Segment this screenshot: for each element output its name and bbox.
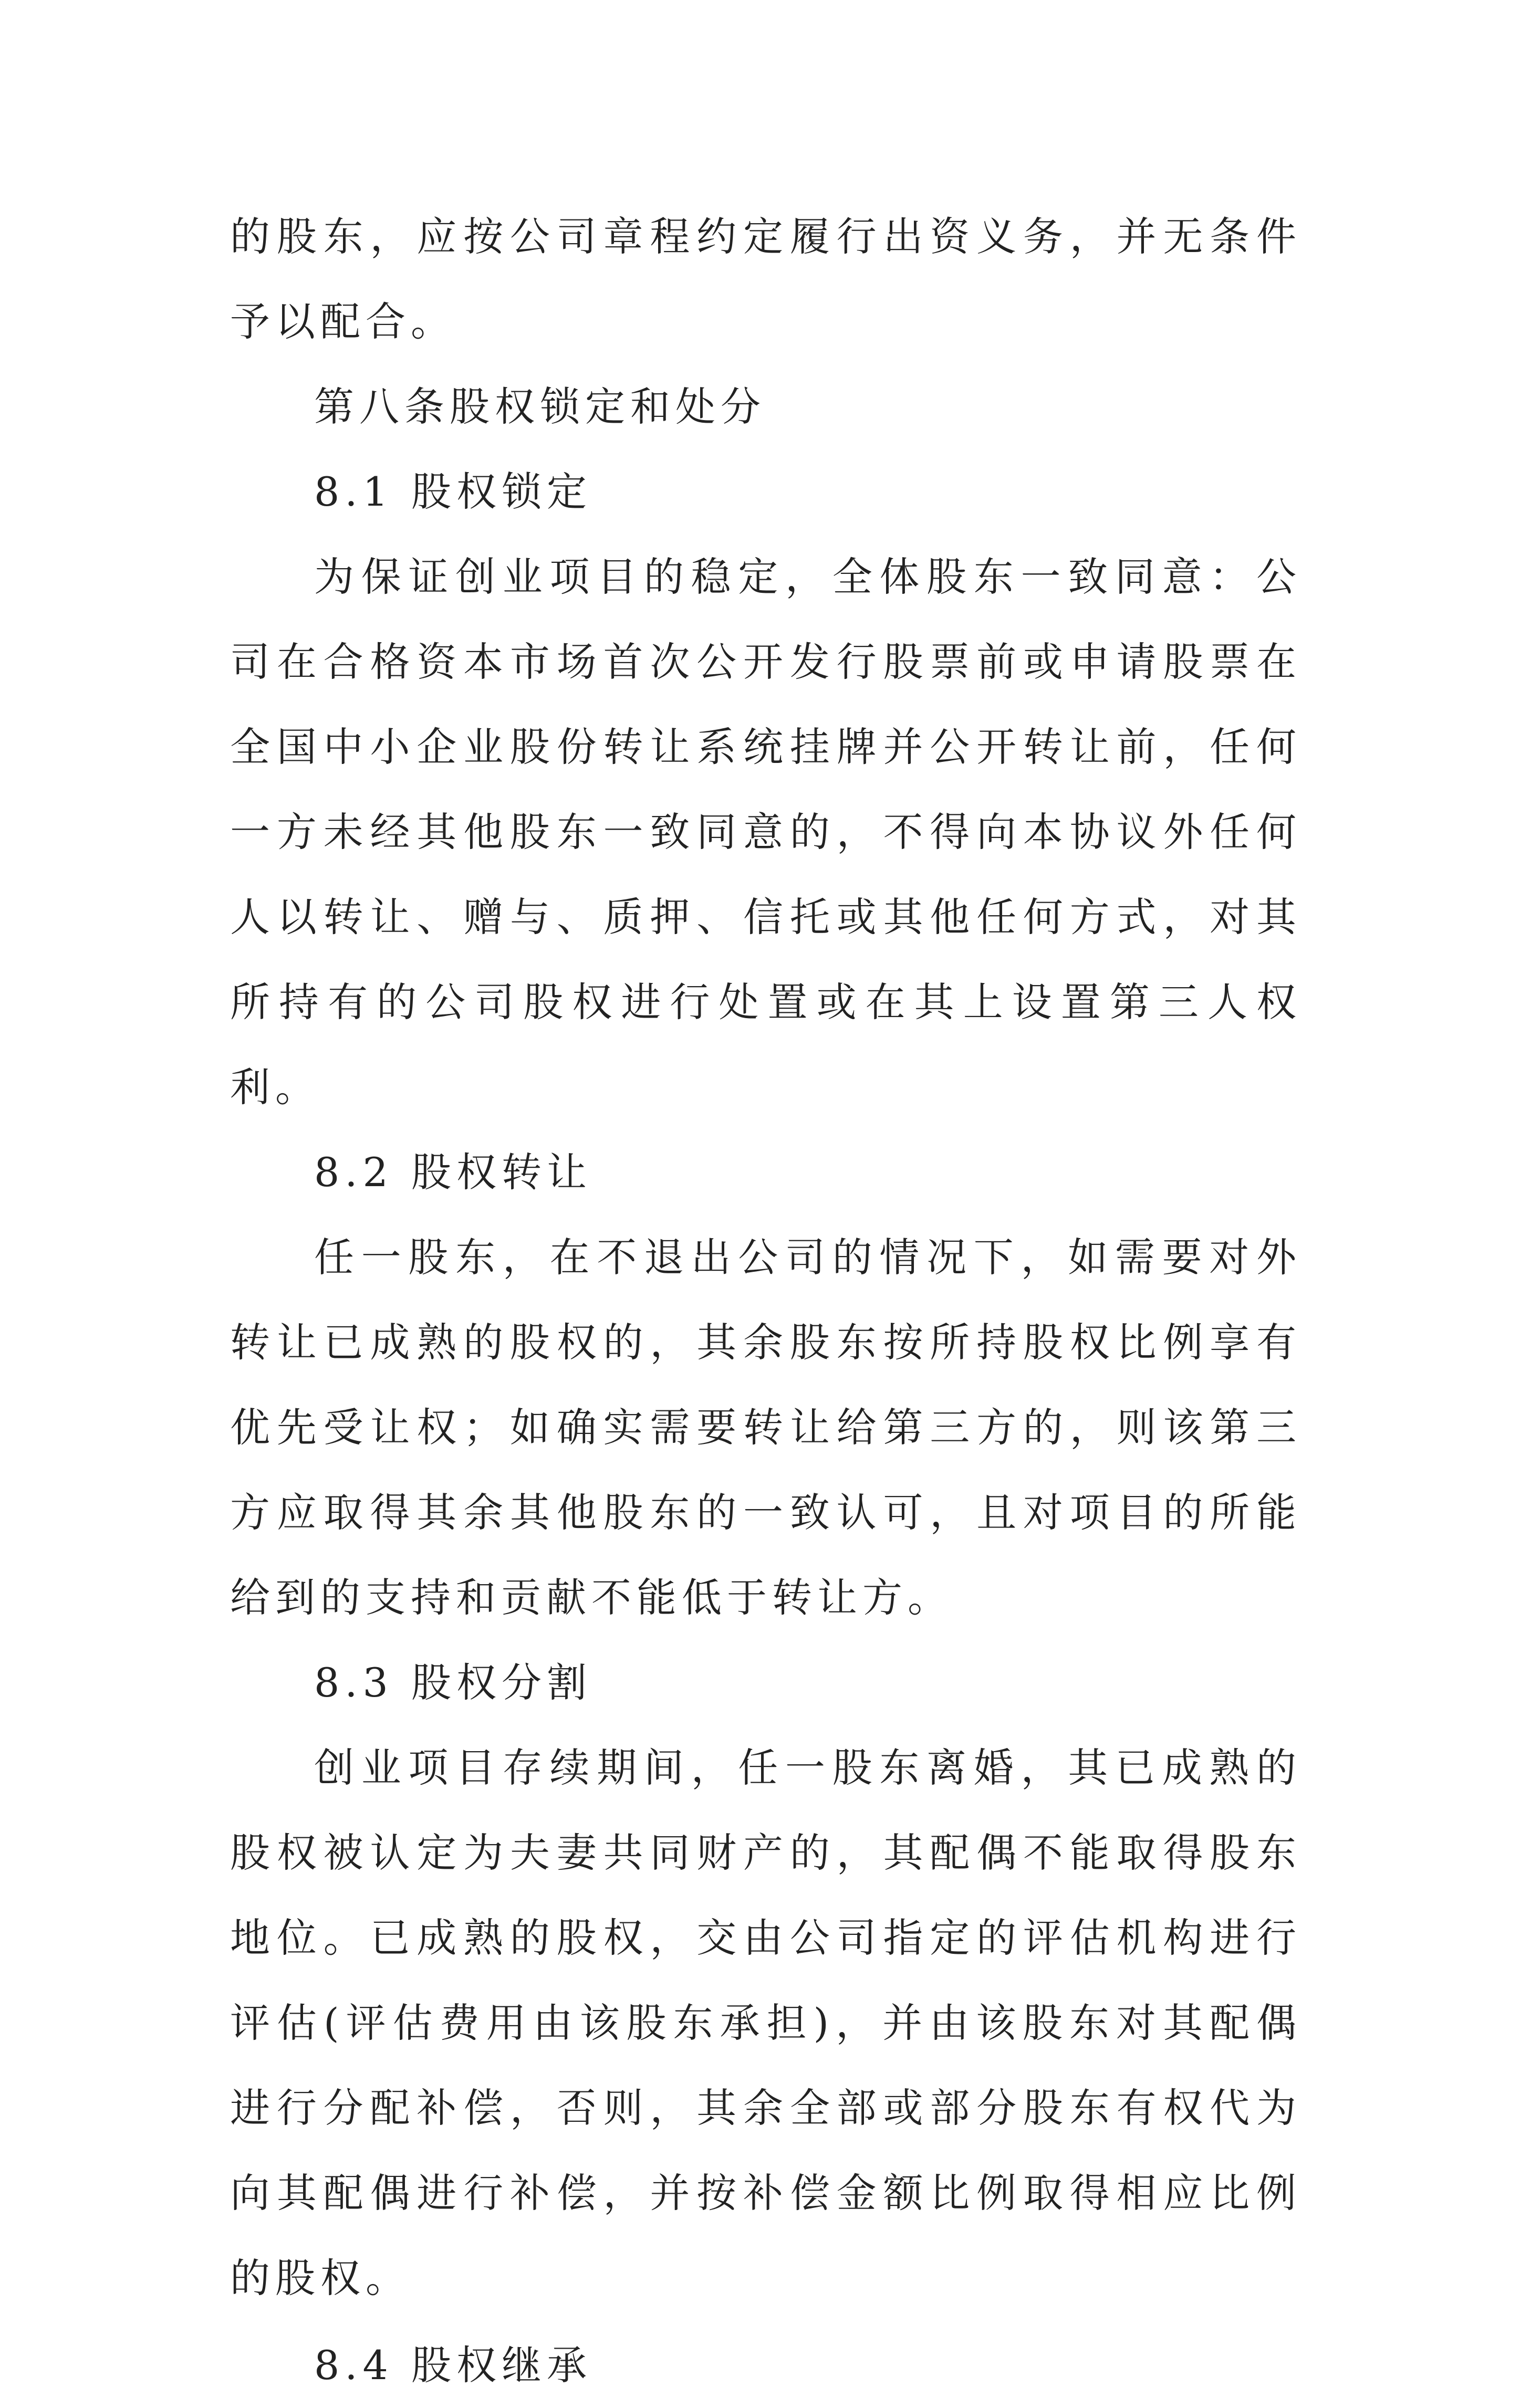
section-8-4-heading: 8.4 股权继承 (314, 2342, 592, 2389)
section-8-1-heading: 8.1 股权锁定 (314, 468, 592, 515)
section-8-3-heading: 8.3 股权分割 (314, 1659, 592, 1706)
paragraph-obligation-continued: 的股东，应按公司章程约定履行出资义务，并无条件予以配合。 (230, 213, 1302, 345)
article-8-heading: 第八条股权锁定和处分 (314, 383, 766, 430)
section-8-2-heading: 8.2 股权转让 (314, 1149, 592, 1196)
section-8-1-body: 为保证创业项目的稳定，全体股东一致同意：公司在合格资本市场首次公开发行股票前或申请股票在全国中小企业股份转让系统挂牌并公开转让前，任何一方未经其他股东一致同意的，不得向本协议外任何人以转让、赠与、质押、信托或其他任何方式，对其所持有的公司股权进行处置或在其上设置第三人权利。 (230, 553, 1302, 1111)
section-8-2-body: 任一股东，在不退出公司的情况下，如需要对外转让已成熟的股权的，其余股东按所持股权比例享有优先受让权；如确实需要转让给第三方的，则该第三方应取得其余其他股东的一致认可，且对项目的所能给到的支持和贡献不能低于转让方。 (230, 1234, 1302, 1621)
section-8-3-body: 创业项目存续期间，任一股东离婚，其已成熟的股权被认定为夫妻共同财产的，其配偶不能取得股东地位。已成熟的股权，交由公司指定的评估机构进行评估(评估费用由该股东承担)，并由该股东对其配偶进行分配补偿，否则，其余全部或部分股东有权代为向其配偶进行补偿，并按补偿金额比例取得相应比例的股权。 (230, 1744, 1302, 2301)
document-page (230, 194, 1302, 2408)
